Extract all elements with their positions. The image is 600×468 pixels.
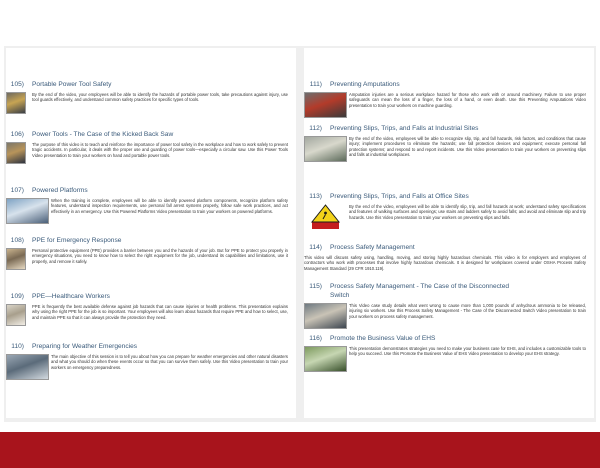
catalog-page-left (6, 48, 296, 418)
catalog-entry (304, 334, 594, 374)
entry-title[interactable]: PPE—Healthcare Workers (32, 293, 110, 300)
catalog-page-right (304, 48, 594, 418)
emergency-thumbnail (6, 248, 26, 270)
catalog-entry (6, 186, 296, 234)
entry-description: This presentation demonstrates strategies you need to make your business case for EHS, and includes a customizable tools to help you succeed. Use this Promote the Business Value of EHS Video presentation to develop your EHS strategy. (349, 346, 586, 357)
entry-heading (304, 124, 594, 134)
entry-number: 109) (10, 293, 24, 300)
catalog-entry (304, 192, 594, 236)
entry-title[interactable]: Power Tools - The Case of the Kicked Back Saw (32, 131, 174, 138)
catalog-entry (6, 130, 296, 178)
office-sign-thumbnail (304, 204, 347, 230)
entry-title[interactable]: Powered Platforms (32, 187, 88, 194)
entry-title[interactable]: Preventing Slips, Trips, and Falls at Industrial Sites (330, 125, 479, 132)
platform-thumbnail (6, 198, 49, 224)
entry-heading (304, 282, 594, 299)
entry-heading (304, 192, 594, 202)
catalog-entry (6, 292, 296, 340)
entry-description: The purpose of this video is to teach and reinforce the importance of power tool safety in the workplace and how to work safely to prevent tragic accidents. In particular, it deals with the proper use and guarding of power tools—especially a circular saw. Use this Power Tools Video presentation to train your workers on hand and portable power tools. (32, 142, 288, 158)
entry-description: Amputation injuries are a serious workplace hazard for those who work with or around machinery. Failure to use proper safeguards can mean the loss of a finger, the loss of a hand, or even death. Use this Preventing Amputations Video presentation to train your workers on machine guarding. (349, 92, 586, 108)
entry-number: 105) (10, 81, 24, 88)
entry-heading (6, 292, 296, 302)
entry-title[interactable]: Preventing Slips, Trips, and Falls at Office Sites (330, 193, 469, 200)
entry-number: 110) (11, 343, 24, 350)
entry-title[interactable]: Process Safety Management - The Case of the Disconnected (330, 283, 510, 290)
entry-description: This video will discuss safety using, handling, moving, and storing highly hazardous chemicals. This video is for employers and employees of contractors who work with processes that involve highly hazardous chemicals. It is designed for workplaces covered under OSHA Process Safety Management Standard (29 CFR 1910.119). (304, 255, 586, 271)
healthcare-thumbnail (6, 304, 26, 326)
entry-number: 108) (10, 237, 24, 244)
catalog-entry (304, 282, 594, 326)
catalog-entry (6, 80, 296, 118)
entry-number: 111) (309, 81, 322, 88)
entry-description: When the training is complete, employees will be able to identify powered platform components, recognize platform safety features, understand inspection requirements, use personal fall arrest systems properly, follow safe work practices, and act effectively in an emergency. Use this Powered Platforms Video presentation to train your workers on powered platforms. (51, 198, 288, 214)
entry-heading (304, 80, 594, 90)
entry-title-continued[interactable]: Switch (330, 292, 350, 299)
entry-heading (6, 130, 296, 140)
business-thumbnail (304, 346, 347, 372)
entry-number: 115) (309, 283, 322, 290)
entry-title[interactable]: Promote the Business Value of EHS (330, 335, 436, 342)
entry-heading (6, 236, 296, 246)
entry-number: 113) (309, 193, 322, 200)
catalog-entry (304, 80, 594, 118)
entry-number: 116) (309, 335, 322, 342)
power-tool-thumbnail (6, 92, 26, 114)
entry-number: 112) (309, 125, 322, 132)
entry-description: PPE is frequently the best available defense against job hazards that can cause injuries or health problems. This presentation explains why using the right PPE for the job is so important. Your employees will also learn about hazards that require PPE and how to select, use, and maintain PPE so that it can always provide the protection they need. (32, 304, 288, 320)
industrial-thumbnail (304, 136, 347, 162)
entry-number: 114) (309, 244, 322, 251)
catalog-entry (304, 124, 594, 178)
entry-title[interactable]: PPE for Emergency Response (32, 237, 122, 244)
catalog-entry (6, 236, 296, 278)
entry-description: By the end of the video, your employees will be able to identify the hazards of portable power tools, take precautions against injury, use tool guards effectively, and understand common safety practices for specific types of tools. (32, 92, 288, 103)
entry-description: This Video case study details what went wrong to cause more than 1,000 pounds of anhydrous ammonia to be released, injuring six workers. Use this Process Safety Management - The Case of the Disconnected Switch Video presentation to train your workers on process safety management. (349, 303, 586, 319)
saw-thumbnail (6, 142, 26, 164)
entry-heading (6, 342, 296, 352)
entry-title[interactable]: Process Safety Management (330, 244, 415, 251)
entry-title[interactable]: Preventing Amputations (330, 81, 400, 88)
entry-title[interactable]: Preparing for Weather Emergencies (32, 343, 138, 350)
warning-sign-icon (304, 204, 347, 230)
entry-heading (304, 334, 594, 344)
entry-heading (6, 80, 296, 90)
entry-description: By the end of the video, employees will be able to recognize slip, trip, and fall hazards, risk factors, and conditions that cause injury; implement procedures to eliminate the hazards; use fall protection devices and equipment; execute personal fall protection systems; and respond to and report incidents. Use this Video presentation to train your workers on preventing slips and falls at industrial workplaces. (349, 136, 586, 157)
entry-heading (6, 186, 296, 196)
entry-description: By the end of the video, employees will be able to identify slip, trip, and fall hazards at work; understand safety specifications and features of walking surfaces and openings; use stairs and ladders safely to avoid falls; and avoid and eliminate slip and trip hazards. Use this Video presentation to train your workers on preventing slips and falls. (349, 204, 586, 220)
switch-thumbnail (304, 303, 347, 329)
catalog-entry (6, 342, 296, 384)
entry-description: The main objective of this session is to tell you about how you can prepare for weather emergencies and other natural disasters and what you should do when these events occur so that you can survive them safely. Use this Video presentation to train your workers on emergency preparedness. (51, 354, 288, 370)
amputation-thumbnail (304, 92, 347, 118)
entry-heading (304, 243, 594, 253)
entry-title[interactable]: Portable Power Tool Safety (32, 81, 112, 88)
entry-number: 107) (10, 187, 24, 194)
weather-thumbnail (6, 354, 49, 380)
entry-number: 106) (10, 131, 24, 138)
entry-description: Personal protective equipment (PPE) provides a barrier between you and the hazards of your job. But for PPE to protect you properly in emergency situations, you need to know how to select the right equipment for the job, understand its capabilities and limitations, use it properly, and remove it safely. (32, 248, 288, 264)
catalog-entry (304, 243, 594, 285)
footer-bar (0, 432, 600, 468)
